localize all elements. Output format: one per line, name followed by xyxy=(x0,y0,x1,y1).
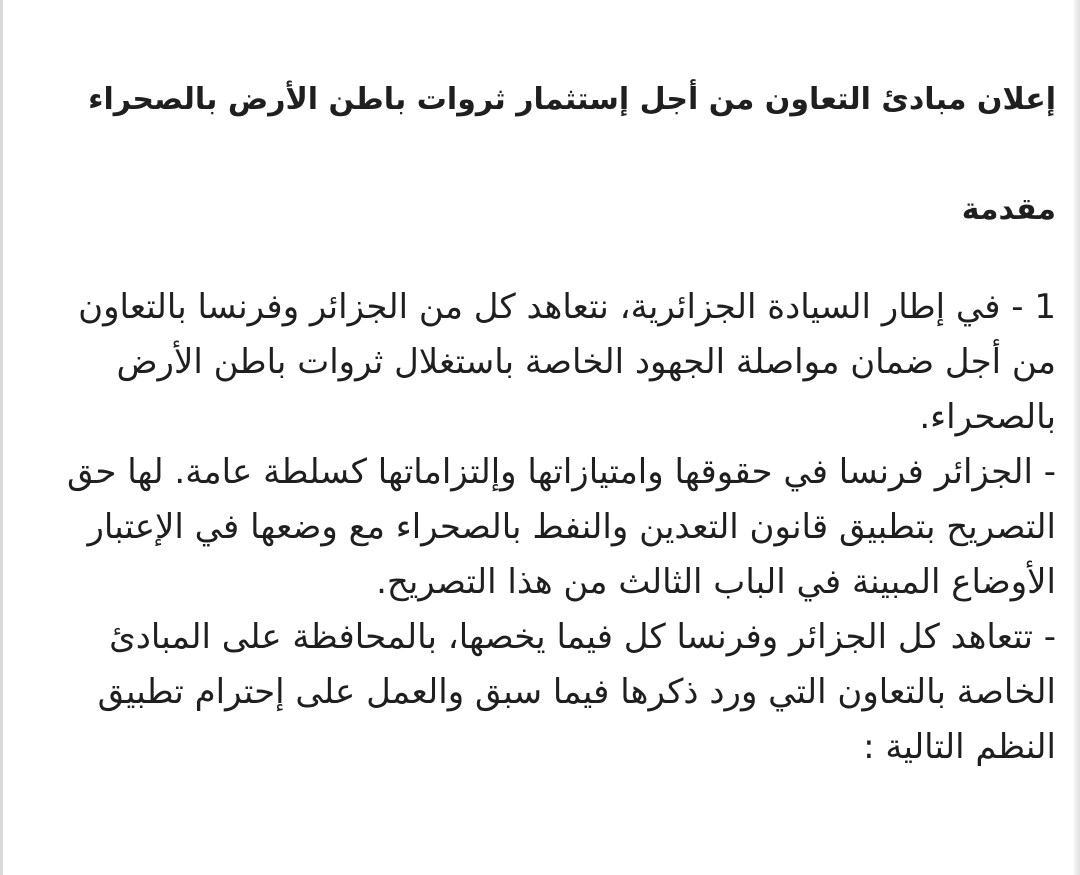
paragraph-2: - الجزائر فرنسا في حقوقها وامتيازاتها وإلتزاماتها كسلطة عامة. لها حق التصريح بتطبيق قانون التعدين والنفط بالصحراء مع وضعها في الإعتبار الأوضاع المبينة في الباب الثالث من هذا التصريح. xyxy=(67,452,1056,602)
scrollbar-edge xyxy=(1074,0,1080,875)
document-title: إعلان مبادئ التعاون من أجل إستثمار ثروات باطن الأرض بالصحراء xyxy=(88,82,1056,117)
section-heading: مقدمة xyxy=(961,192,1056,227)
left-border xyxy=(0,0,3,875)
paragraph-1: 1 - في إطار السيادة الجزائرية، نتعاهد كل من الجزائر وفرنسا بالتعاون من أجل ضمان مواصلة الجهود الخاصة باستغلال ثروات باطن الأرض بالصحراء. xyxy=(78,287,1056,437)
document-body xyxy=(40,280,1056,775)
paragraph-3: - تتعاهد كل الجزائر وفرنسا كل فيما يخصها، بالمحافظة على المبادئ الخاصة بالتعاون التي ورد ذكرها فيما سبق والعمل على إحترام تطبيق النظم التالية : xyxy=(97,617,1056,767)
document-content xyxy=(40,70,1056,775)
